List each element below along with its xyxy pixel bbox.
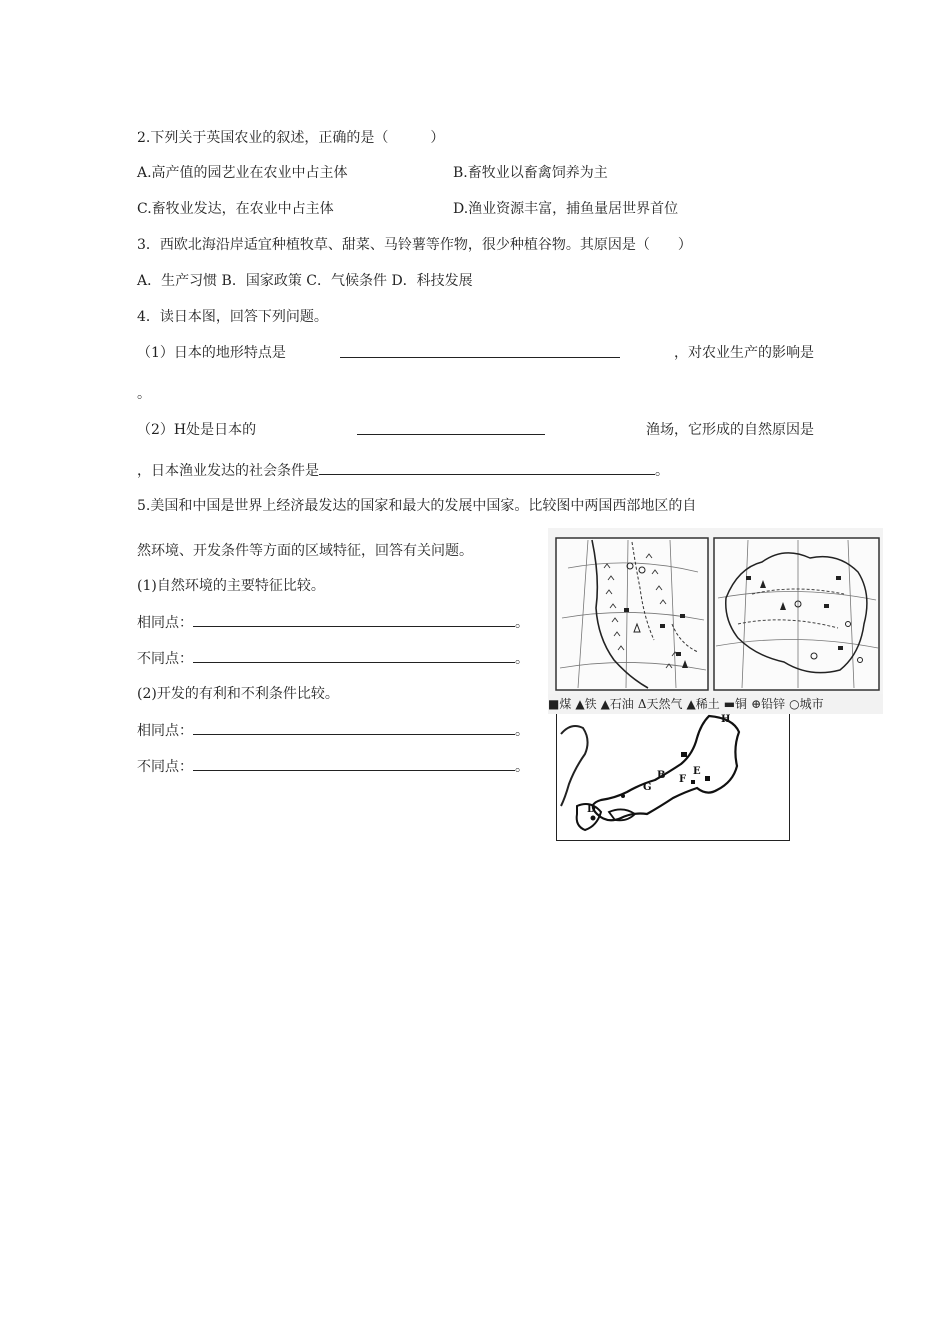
q5-same-blank-2[interactable] [193,720,515,735]
q5-stem-1: 5.美国和中国是世界上经济最发达的国家和最大的发展中国家。比较图中两国西部地区的自 [137,498,697,514]
q4-part2-label-b: 渔场，它形成的自然原因是 [646,422,814,438]
japan-label-e: E [693,766,701,777]
japan-label-g: G [643,782,652,793]
q5-section-1: (1)自然环境的主要特征比较。 [137,578,325,594]
q5-diff-label-1: 不同点： [137,651,193,667]
japan-label-b: B [657,770,666,781]
q4-part2-row [137,420,814,440]
q4-part1-label-b: ，对农业生产的影响是 [673,345,814,361]
legend-copper: ▬铜 [723,697,748,711]
japan-map [556,714,790,841]
legend-gas: Δ天然气 [637,697,683,711]
legend-lead-zinc: ⊕铅锌 [751,697,786,711]
japan-label-h: H [721,714,731,725]
map-legend [548,694,883,714]
q4-part2-blank-2[interactable] [319,460,655,475]
legend-coal: ■煤 [548,697,572,711]
japan-map-drawing [557,714,789,840]
q2-option-a: A.高产值的园艺业在农业中占主体 [137,165,348,181]
q5-diff-1-row [137,648,529,669]
q5-diff-blank-2[interactable] [193,756,515,771]
q4-part2-label: （2）H处是日本的 [137,422,257,438]
q4-part2-row-2 [137,460,669,481]
q5-end-4: 。 [515,759,529,775]
q5-stem-2: 然环境、开发条件等方面的区域特征，回答有关问题。 [137,543,473,559]
q4-part1-blank[interactable] [340,343,620,358]
q5-diff-blank-1[interactable] [193,648,515,663]
q5-same-blank-1[interactable] [193,612,515,627]
q3-options: A．生产习惯 B．国家政策 C．气候条件 D．科技发展 [137,273,473,289]
q2-option-d: D.渔业资源丰富，捕鱼量居世界首位 [453,201,679,217]
q5-section-2: (2)开发的有利和不利条件比较。 [137,686,339,702]
legend-oil: ▲石油 [600,697,634,711]
q2-stem: 2.下列关于英国农业的叙述，正确的是（ ） [137,130,445,146]
q5-same-2-row [137,720,529,741]
q4-part1-label: （1）日本的地形特点是 [137,345,286,361]
us-china-maps [548,528,883,718]
q5-end-1: 。 [515,615,529,631]
japan-map-mainland-coast [561,726,588,806]
q5-same-label-2: 相同点： [137,723,193,739]
q5-end-2: 。 [515,651,529,667]
q4-stem: 4．读日本图，回答下列问题。 [137,309,328,325]
q4-part2-blank-1[interactable] [357,420,545,435]
q3-stem: 3．西欧北海沿岸适宜种植牧草、甜菜、马铃薯等作物，很少种植谷物。其原因是（ ） [137,237,692,253]
q2-option-b: B.畜牧业以畜禽饲养为主 [453,165,608,181]
china-map-frame [714,538,879,690]
q2-option-c: C.畜牧业发达，在农业中占主体 [137,201,334,217]
legend-rare-earth: ▲稀土 [686,697,720,711]
q5-same-label-1: 相同点： [137,615,193,631]
q5-diff-2-row [137,756,529,777]
q5-diff-label-2: 不同点： [137,759,193,775]
legend-iron: ▲铁 [575,697,597,711]
us-china-maps-drawing [548,528,883,694]
japan-label-d: D [587,804,596,815]
q5-same-1-row [137,612,529,633]
japan-map-honshu-outline [593,716,739,820]
legend-city: ○城市 [789,697,824,711]
q4-part2-end: 。 [655,463,669,479]
q4-part1-end: 。 [137,386,151,402]
q5-end-3: 。 [515,723,529,739]
q4-part1-row [137,343,814,363]
q4-part2-label-c: ，日本渔业发达的社会条件是 [137,463,319,479]
japan-label-f: F [679,774,687,785]
